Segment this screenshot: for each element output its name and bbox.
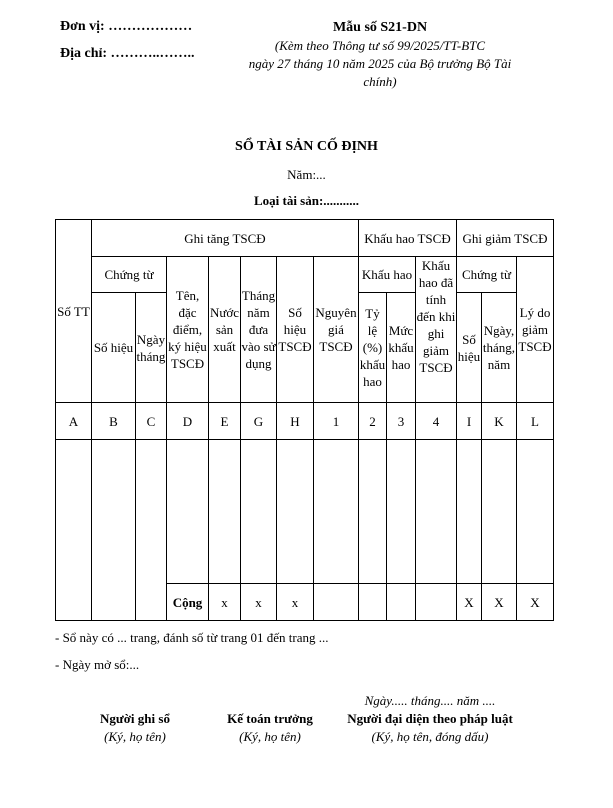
total-3[interactable]: [387, 584, 416, 621]
signer-note: (Ký, họ tên): [104, 729, 166, 744]
cell[interactable]: [92, 440, 136, 621]
khau-hao: Khấu hao: [359, 257, 416, 293]
signer-title: Người đại diện theo pháp luật: [347, 711, 513, 726]
code-row: [56, 403, 554, 440]
code: E: [209, 403, 241, 440]
total-1[interactable]: [314, 584, 359, 621]
code: 4: [416, 403, 457, 440]
signer-note: (Ký, họ tên): [239, 729, 301, 744]
code: I: [457, 403, 482, 440]
cell[interactable]: [387, 440, 416, 584]
cell[interactable]: [457, 440, 482, 584]
signer-title: Kế toán trưởng: [227, 711, 313, 726]
cell[interactable]: [241, 440, 277, 584]
cell[interactable]: [416, 440, 457, 584]
cell[interactable]: [167, 440, 209, 584]
data-row: [56, 440, 554, 584]
code: L: [517, 403, 554, 440]
col-so-hieu-2: Số hiệu: [457, 293, 482, 403]
total-2[interactable]: [359, 584, 387, 621]
sign-date: Ngày..... tháng.... năm ....: [364, 693, 496, 708]
code: C: [136, 403, 167, 440]
code: D: [167, 403, 209, 440]
cell[interactable]: [56, 440, 92, 621]
code: G: [241, 403, 277, 440]
chung-tu-2: Chứng từ: [457, 257, 517, 293]
cell[interactable]: [277, 440, 314, 584]
total-k: X: [482, 584, 517, 621]
asset-type: Loại tài sản:...........: [253, 193, 360, 208]
col-nguyen-gia: Nguyên giá TSCĐ: [314, 257, 359, 403]
col-so-hieu: Số hiệu: [92, 293, 136, 403]
don-vi: Đơn vị: ………………: [60, 19, 193, 34]
doc-title: SỔ TÀI SẢN CỐ ĐỊNH: [235, 139, 378, 154]
cell[interactable]: [517, 440, 554, 584]
form-ref-2: ngày 27 tháng 10 năm 2025 của Bộ trưởng Bộ Tài: [248, 56, 512, 71]
col-thang-nam: Tháng năm đưa vào sử dụng: [241, 257, 277, 403]
form-ref-3: chính): [363, 74, 397, 89]
col-so-hieu-tscd: Số hiệu TSCĐ: [277, 257, 314, 403]
code: A: [56, 403, 92, 440]
signer-legal-rep: [330, 711, 530, 745]
col-ty-le: Tỷ lệ (%) khấu hao: [359, 293, 387, 403]
cell[interactable]: [209, 440, 241, 584]
col-so-tt: Số TT: [56, 220, 92, 403]
cell[interactable]: [314, 440, 359, 584]
signer-recorder: [70, 711, 200, 745]
total-e: x: [209, 584, 241, 621]
col-ngay-thang-nam: Ngày, tháng, năm: [482, 293, 517, 403]
form-ref: [220, 19, 540, 91]
code: 2: [359, 403, 387, 440]
group-khau-hao: Khấu hao TSCĐ: [359, 220, 457, 257]
col-ngay-thang: Ngày tháng: [136, 293, 167, 403]
cell[interactable]: [359, 440, 387, 584]
group-ghi-tang: Ghi tăng TSCĐ: [92, 220, 359, 257]
total-4[interactable]: [416, 584, 457, 621]
code: H: [277, 403, 314, 440]
code: 1: [314, 403, 359, 440]
signer-accountant: [205, 711, 335, 745]
total-l: X: [517, 584, 554, 621]
total-i: X: [457, 584, 482, 621]
col-ten: Tên, đặc điểm, ký hiệu TSCĐ: [167, 257, 209, 403]
code: K: [482, 403, 517, 440]
cell[interactable]: [482, 440, 517, 584]
dia-chi: Địa chỉ: ………..……..: [60, 46, 195, 61]
total-h: x: [277, 584, 314, 621]
form-ref-1: (Kèm theo Thông tư số 99/2025/TT-BTC: [274, 38, 486, 53]
group-ghi-giam: Ghi giảm TSCĐ: [457, 220, 554, 257]
total-g: x: [241, 584, 277, 621]
col-ly-do: Lý do giảm TSCĐ: [517, 257, 554, 403]
signer-title: Người ghi sổ: [100, 711, 170, 726]
code: 3: [387, 403, 416, 440]
asset-table: [55, 219, 554, 621]
col-muc-kh: Mức khấu hao: [387, 293, 416, 403]
cell[interactable]: [136, 440, 167, 621]
total-label: Cộng: [167, 584, 209, 621]
chung-tu: Chứng từ: [92, 257, 167, 293]
note-pages: - Sổ này có ... trang, đánh số từ trang 01 đến trang ...: [55, 630, 329, 645]
note-open-date: - Ngày mở sổ:...: [55, 657, 140, 672]
year: Năm:...: [287, 167, 326, 182]
form-number: Mẫu số S21-DN: [332, 20, 428, 35]
signer-note: (Ký, họ tên, đóng dấu): [371, 729, 489, 744]
col-khau-hao-da-tinh: Khấu hao đã tính đến khi ghi giảm TSCĐ: [416, 257, 457, 403]
col-nuoc: Nước sản xuất: [209, 257, 241, 403]
code: B: [92, 403, 136, 440]
